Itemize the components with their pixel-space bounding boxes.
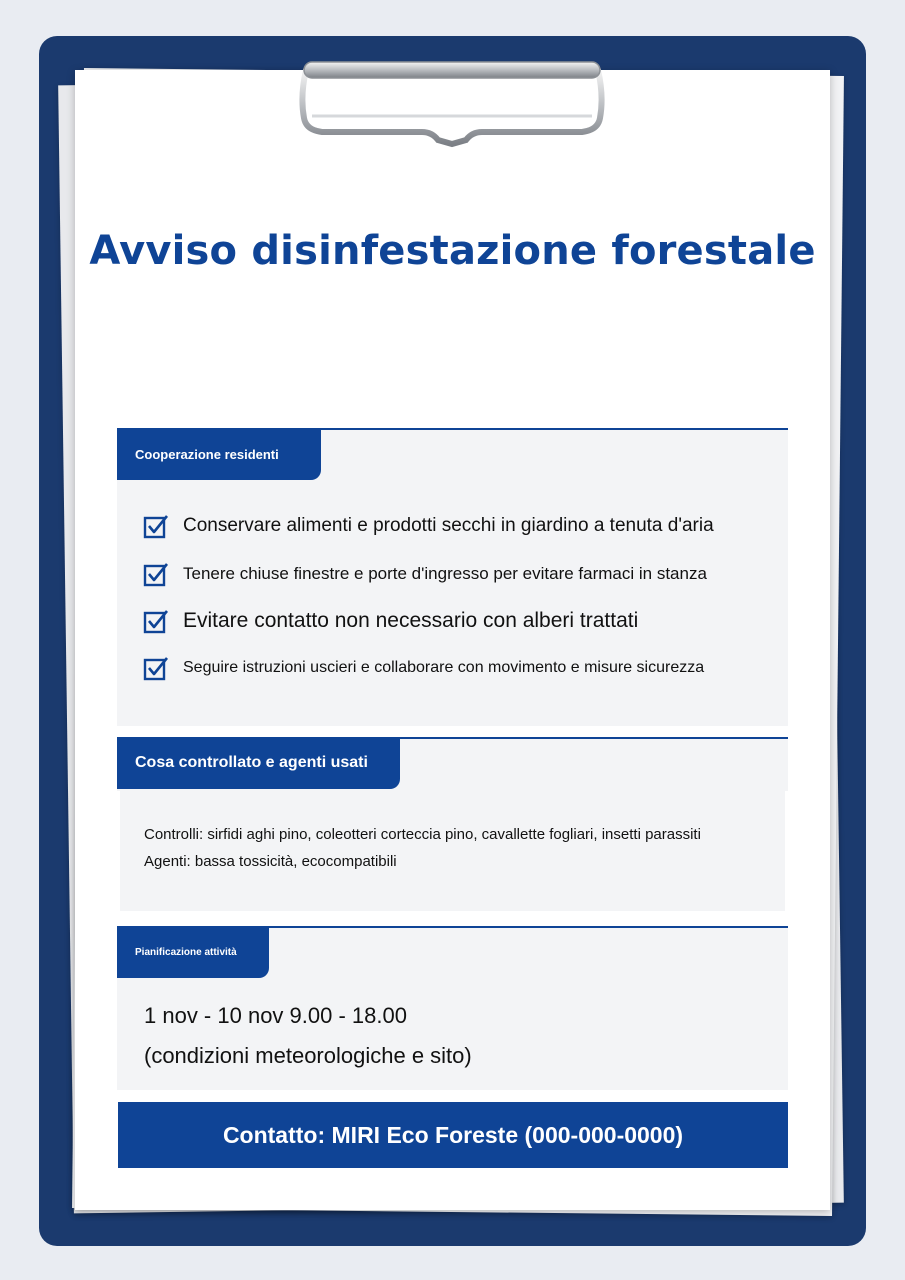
- contact-banner: Contatto: MIRI Eco Foreste (000-000-0000): [118, 1102, 788, 1168]
- list-item: [143, 607, 783, 635]
- control-line-agents: Agenti: bassa tossicità, ecocompatibili: [144, 853, 397, 870]
- checkbox-checked-icon: [143, 513, 169, 539]
- schedule-text: [144, 996, 472, 1076]
- control-section-label: Cosa controllato e agenti usati: [117, 737, 400, 789]
- schedule-section: [117, 926, 788, 1090]
- list-item: [143, 512, 783, 540]
- schedule-section-label: Pianificazione attività: [117, 926, 269, 978]
- checkbox-checked-icon: [143, 655, 169, 681]
- list-item: [143, 654, 783, 682]
- list-item-text: Conservare alimenti e prodotti secchi in giardino a tenuta d'aria: [183, 515, 714, 536]
- list-item-text: Evitare contatto non necessario con alberi trattati: [183, 609, 639, 632]
- schedule-dates: 1 nov - 10 nov 9.00 - 18.00: [144, 1003, 407, 1028]
- schedule-note: (condizioni meteorologiche e sito): [144, 1043, 472, 1068]
- cooperation-section: [117, 428, 788, 726]
- page-title: Avviso disinfestazione forestale: [89, 228, 816, 274]
- list-item-text: Seguire istruzioni uscieri e collaborare con movimento e misure sicurezza: [183, 659, 705, 676]
- clipboard-clip-icon: [292, 56, 612, 152]
- control-line-targets: Controlli: sirfidi aghi pino, coleotteri corteccia pino, cavallette fogliari, insetti parassiti: [144, 826, 701, 843]
- control-text: [144, 821, 701, 875]
- checkbox-checked-icon: [143, 608, 169, 634]
- control-section: [117, 737, 788, 913]
- checkbox-checked-icon: [143, 561, 169, 587]
- cooperation-checklist: [143, 512, 783, 682]
- list-item-text: Tenere chiuse finestre e porte d'ingresso per evitare farmaci in stanza: [183, 564, 707, 583]
- list-item: [143, 560, 783, 588]
- cooperation-section-label: Cooperazione residenti: [117, 428, 321, 480]
